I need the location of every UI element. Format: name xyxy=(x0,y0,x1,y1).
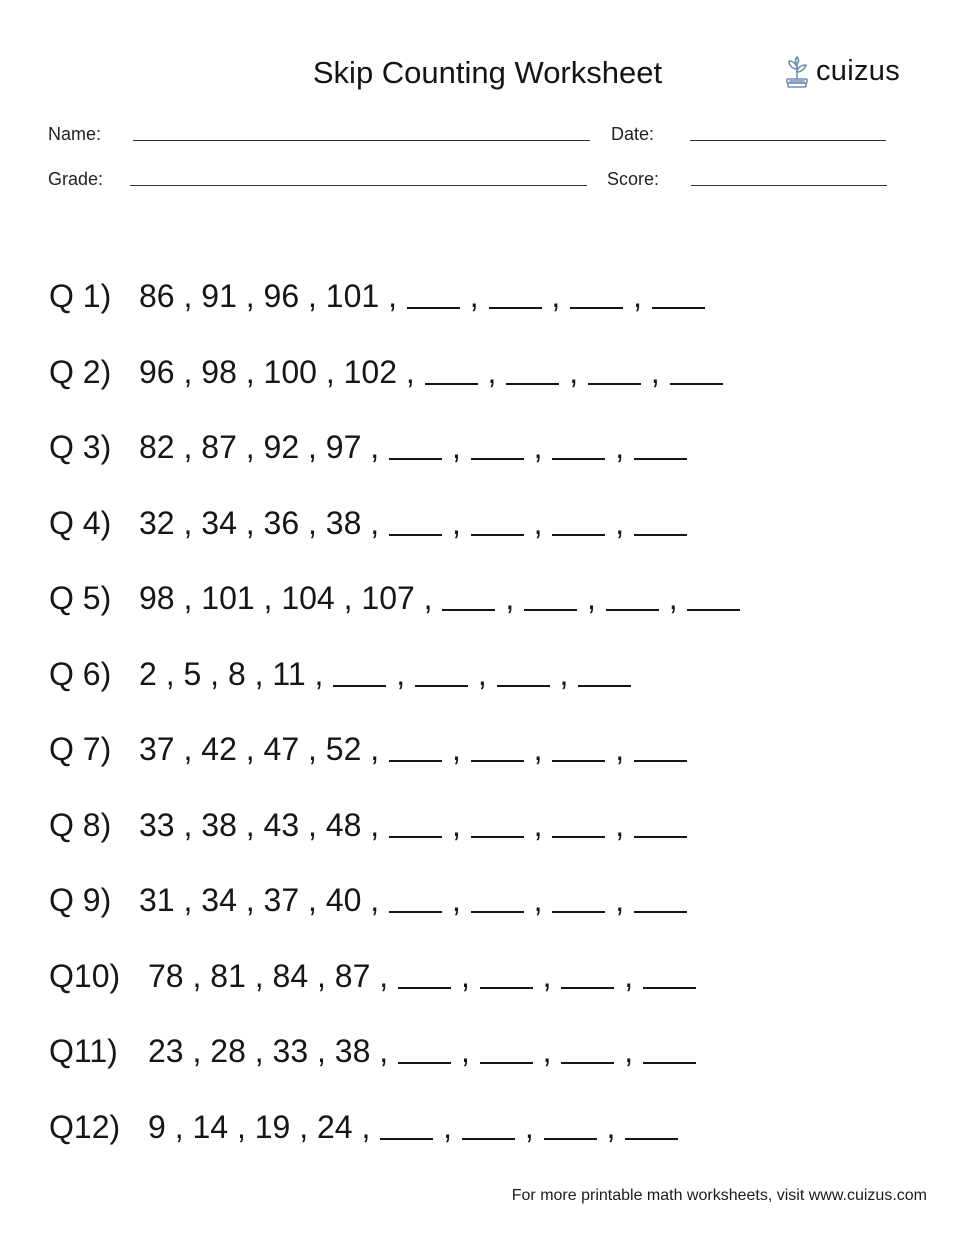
question-row xyxy=(49,501,688,545)
answer-blank[interactable] xyxy=(561,987,614,989)
blank-separator: , xyxy=(533,958,552,994)
answer-blank[interactable] xyxy=(634,836,687,838)
score-line[interactable] xyxy=(691,185,887,186)
answer-blank[interactable] xyxy=(561,1062,614,1064)
question-label: Q 3) xyxy=(49,429,112,465)
blank-separator: , xyxy=(460,278,479,314)
question-label: Q10) xyxy=(49,958,121,994)
answer-blank[interactable] xyxy=(480,1062,533,1064)
blank-separator: , xyxy=(443,882,461,918)
blank-separator: , xyxy=(533,1033,552,1069)
footer-note: For more printable math worksheets, visit www.cuizus.com xyxy=(511,1187,927,1204)
blank-separator: , xyxy=(606,429,625,465)
blank-separator: , xyxy=(452,958,470,994)
answer-blank[interactable] xyxy=(670,383,723,385)
blank-separator: , xyxy=(443,731,461,767)
blank-separator: , xyxy=(515,1109,534,1145)
answer-blank[interactable] xyxy=(389,760,442,762)
question-row xyxy=(49,1029,697,1073)
answer-blank[interactable] xyxy=(634,911,687,913)
blank-separator: , xyxy=(443,807,461,843)
answer-blank[interactable] xyxy=(462,1138,515,1140)
blank-separator: , xyxy=(434,1109,453,1145)
blank-separator: , xyxy=(524,807,543,843)
blank-separator: , xyxy=(578,580,596,616)
question-row xyxy=(49,274,706,318)
answer-blank[interactable] xyxy=(471,534,524,536)
question-label: Q 5) xyxy=(49,580,112,616)
answer-blank[interactable] xyxy=(606,609,659,611)
question-sequence: 23 , 28 , 33 , 38 , xyxy=(148,1033,389,1069)
answer-blank[interactable] xyxy=(506,383,559,385)
blank-separator: , xyxy=(524,731,543,767)
blank-separator: , xyxy=(615,1033,634,1069)
answer-blank[interactable] xyxy=(333,685,386,687)
answer-blank[interactable] xyxy=(552,534,605,536)
blank-separator: , xyxy=(550,656,569,692)
question-row xyxy=(49,803,688,847)
blank-separator: , xyxy=(496,580,515,616)
worksheet-title: Skip Counting Worksheet xyxy=(312,55,663,90)
answer-blank[interactable] xyxy=(687,609,740,611)
blank-separator: , xyxy=(624,278,642,314)
question-label: Q 8) xyxy=(49,807,112,843)
answer-blank[interactable] xyxy=(389,458,442,460)
blank-separator: , xyxy=(443,505,461,541)
blank-separator: , xyxy=(606,807,625,843)
question-row xyxy=(49,878,688,922)
blank-separator: , xyxy=(659,580,678,616)
question-label: Q 7) xyxy=(49,731,112,767)
date-label: Date: xyxy=(611,124,655,144)
question-row xyxy=(49,425,688,469)
blank-separator: , xyxy=(606,505,625,541)
answer-blank[interactable] xyxy=(471,836,524,838)
question-row xyxy=(49,954,697,998)
question-row xyxy=(49,1105,679,1149)
answer-blank[interactable] xyxy=(407,307,460,309)
plant-on-books-icon xyxy=(784,52,810,90)
answer-blank[interactable] xyxy=(489,307,542,309)
question-label: Q 1) xyxy=(49,278,112,314)
brand-logo xyxy=(784,52,900,90)
name-line[interactable] xyxy=(133,140,590,141)
answer-blank[interactable] xyxy=(578,685,631,687)
brand-name: cuizus xyxy=(816,55,900,87)
question-sequence: 32 , 34 , 36 , 38 , xyxy=(139,505,380,541)
name-label: Name: xyxy=(48,124,102,144)
blank-separator: , xyxy=(597,1109,616,1145)
question-sequence: 78 , 81 , 84 , 87 , xyxy=(148,958,389,994)
blank-separator: , xyxy=(615,958,634,994)
answer-blank[interactable] xyxy=(398,987,451,989)
answer-blank[interactable] xyxy=(480,987,533,989)
answer-blank[interactable] xyxy=(634,458,687,460)
answer-blank[interactable] xyxy=(634,760,687,762)
question-row xyxy=(49,350,724,394)
blank-separator: , xyxy=(642,354,660,390)
answer-blank[interactable] xyxy=(389,836,442,838)
blank-separator: , xyxy=(468,656,487,692)
answer-blank[interactable] xyxy=(643,987,696,989)
answer-blank[interactable] xyxy=(544,1138,597,1140)
answer-blank[interactable] xyxy=(570,307,623,309)
grade-label: Grade: xyxy=(48,169,104,189)
question-sequence: 2 , 5 , 8 , 11 , xyxy=(139,656,324,692)
blank-separator: , xyxy=(524,882,543,918)
blank-separator: , xyxy=(542,278,561,314)
question-row xyxy=(49,576,741,620)
question-sequence: 37 , 42 , 47 , 52 , xyxy=(139,731,380,767)
answer-blank[interactable] xyxy=(471,760,524,762)
question-sequence: 96 , 98 , 100 , 102 , xyxy=(139,354,415,390)
answer-blank[interactable] xyxy=(552,458,605,460)
answer-blank[interactable] xyxy=(389,911,442,913)
answer-blank[interactable] xyxy=(552,911,605,913)
answer-blank[interactable] xyxy=(652,307,705,309)
answer-blank[interactable] xyxy=(425,383,478,385)
answer-blank[interactable] xyxy=(415,685,468,687)
answer-blank[interactable] xyxy=(643,1062,696,1064)
date-line[interactable] xyxy=(690,140,886,141)
answer-blank[interactable] xyxy=(471,911,524,913)
blank-separator: , xyxy=(560,354,579,390)
answer-blank[interactable] xyxy=(471,458,524,460)
blank-separator: , xyxy=(524,505,543,541)
answer-blank[interactable] xyxy=(552,836,605,838)
question-sequence: 98 , 101 , 104 , 107 , xyxy=(139,580,433,616)
question-label: Q12) xyxy=(49,1109,121,1145)
answer-blank[interactable] xyxy=(625,1138,678,1140)
question-label: Q11) xyxy=(49,1033,118,1069)
blank-separator: , xyxy=(452,1033,470,1069)
question-sequence: 33 , 38 , 43 , 48 , xyxy=(139,807,380,843)
blank-separator: , xyxy=(606,882,625,918)
blank-separator: , xyxy=(524,429,543,465)
blank-separator: , xyxy=(606,731,625,767)
answer-blank[interactable] xyxy=(380,1138,433,1140)
answer-blank[interactable] xyxy=(524,609,577,611)
answer-blank[interactable] xyxy=(588,383,641,385)
answer-blank[interactable] xyxy=(442,609,495,611)
answer-blank[interactable] xyxy=(552,760,605,762)
question-label: Q 4) xyxy=(49,505,112,541)
question-label: Q 9) xyxy=(49,882,112,918)
question-sequence: 31 , 34 , 37 , 40 , xyxy=(139,882,380,918)
blank-separator: , xyxy=(478,354,497,390)
answer-blank[interactable] xyxy=(634,534,687,536)
question-label: Q 6) xyxy=(49,656,112,692)
question-row xyxy=(49,727,688,771)
question-label: Q 2) xyxy=(49,354,112,390)
answer-blank[interactable] xyxy=(497,685,550,687)
score-label: Score: xyxy=(607,169,660,189)
answer-blank[interactable] xyxy=(389,534,442,536)
answer-blank[interactable] xyxy=(398,1062,451,1064)
grade-line[interactable] xyxy=(130,185,587,186)
question-sequence: 9 , 14 , 19 , 24 , xyxy=(148,1109,371,1145)
question-sequence: 86 , 91 , 96 , 101 , xyxy=(139,278,397,314)
blank-separator: , xyxy=(387,656,406,692)
question-sequence: 82 , 87 , 92 , 97 , xyxy=(139,429,380,465)
question-row xyxy=(49,652,632,696)
blank-separator: , xyxy=(443,429,461,465)
